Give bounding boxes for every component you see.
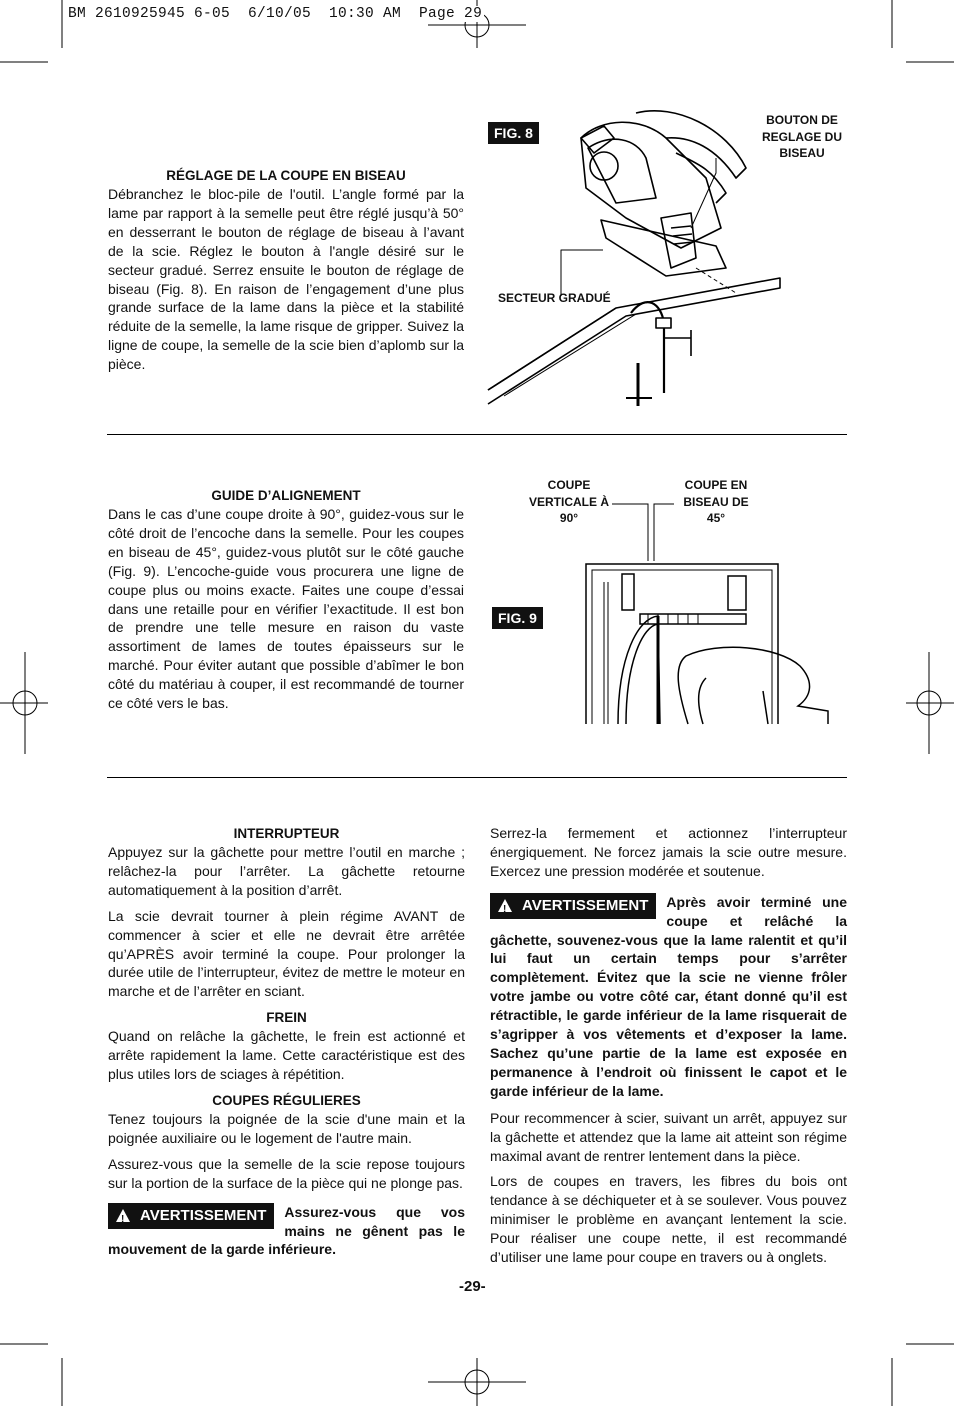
divider-1 xyxy=(107,434,847,435)
warning-badge-label: AVERTISSEMENT xyxy=(522,896,649,914)
regular-p1: Tenez toujours la poignée de la scie d'une main et la poignée auxiliaire ou le logement de l'autre main. xyxy=(108,1110,465,1146)
warning-text: Après avoir terminé une coupe et relâché la gâchette, souvenez-vous que la lame ralentit et qu’il lui faut un certain temps pour s’arrêter complètement. Évitez que la scie ne vienne frôler votre jambe ou votre côté car, étant donné qu’il est rétractible, le garde inférieur de la lame risquerait de s’agripper à vos vêtements et d’exposer la lame. Sachez qu’une partie de la lame est exposée en permanence à l’endroit où finissent le capot et le garde inférieur de la lame. xyxy=(490,893,847,1099)
warning-icon: ! xyxy=(498,899,512,912)
regular-heading: COUPES RÉGULIERES xyxy=(212,1092,361,1108)
fig8-saw-illustration xyxy=(486,108,786,408)
warning-badge xyxy=(108,1203,274,1229)
print-slug: BM 2610925945 6-05 6/10/05 10:30 AM Page 29 xyxy=(68,6,483,22)
bevel-section xyxy=(108,166,464,381)
page-number: -29- xyxy=(459,1278,486,1295)
regular-p2: Assurez-vous que la semelle de la scie repose toujours sur la portion de la surface de la pièce qui ne plonge pas. xyxy=(108,1155,465,1191)
fig9-label: FIG. 9 xyxy=(492,607,543,629)
divider-2 xyxy=(107,777,847,778)
fig9-notch-illustration xyxy=(578,496,838,726)
right-p2: Pour recommencer à scier, suivant un arrêt, appuyez sur la gâchette et attendez que la lame ait atteint son régime maximal avant de rentrer lentement dans la pièce. xyxy=(490,1109,847,1164)
guide-body: Dans le cas d’une coupe droite à 90°, guidez-vous sur le côté droit de l’encoche dans la semelle. Pour les coupes en biseau de 45°, guidez-vous plutôt sur le côté gauche (Fig. 9). L’encoche-guide vous procurera une ligne de coupe plus ou moins exacte. Faites une coupe d’essai dans une retaille pour en vérifier l’exactitude. Il est bon de prendre une telle mesure en raison du vaste assortiment de lames de toutes épaisseurs sur le marché. Pour éviter autant que possible d’abîmer le bon côté du matériau à couper, il est recommandé de tourner ce côté vers le bas. xyxy=(108,506,464,712)
callout-line: VERTICALE À xyxy=(528,494,609,509)
fig8-label: FIG. 8 xyxy=(488,122,539,144)
callout-line: BISEAU DE xyxy=(683,494,749,509)
brake-p1: Quand on relâche la gâchette, le frein est actionné et arrête rapidement la lame. Cette caractéristique est des plus utiles lors de sciages à répétition. xyxy=(108,1028,465,1083)
fig8-callout-scale: SECTEUR GRADUÉ xyxy=(498,291,611,305)
warning-text: Assurez-vous que vos mains ne gênent pas le mouvement de la garde inférieure. xyxy=(108,1203,465,1258)
warning-block-1 xyxy=(108,1203,465,1260)
right-p1: Serrez-la fermement et actionnez l’interrupteur énergiquement. Ne forcez jamais la scie outre mesure. Exercez une pression modérée et soutenue. xyxy=(490,825,847,879)
callout-line: 45° xyxy=(706,511,726,525)
callout-line: 90° xyxy=(559,511,579,525)
guide-heading: GUIDE D’ALIGNEMENT xyxy=(211,488,361,503)
callout-line: REGLAGE DU xyxy=(761,129,842,144)
warning-block-2 xyxy=(490,893,847,1101)
callout-line: COUPE EN xyxy=(684,478,748,492)
warning-badge-label: AVERTISSEMENT xyxy=(140,1206,267,1224)
warning-icon: ! xyxy=(116,1209,130,1222)
warning-badge xyxy=(490,893,656,919)
guide-section xyxy=(108,486,464,720)
brake-heading: FREIN xyxy=(266,1010,307,1026)
callout-line: BOUTON DE xyxy=(766,113,838,127)
right-column xyxy=(490,824,847,1274)
switch-p1: Appuyez sur la gâchette pour mettre l’outil en marche ; relâchez-la pour l’arrêter. La gâchette retourne automatiquement à la position d’arrêt. xyxy=(108,844,465,898)
switch-p2: La scie devrait tourner à plein régime AVANT de commencer à scier et elle ne devrait être arrêtée qu’APRÈS avoir terminé la coupe. Pour prolonger la durée utile de l’interrupteur, évitez de mettre le moteur en marche et de l’arrêter en sciant. xyxy=(108,907,465,1000)
callout-line: BISEAU xyxy=(779,146,825,160)
callout-line: COUPE xyxy=(547,478,591,492)
right-p3: Lors de coupes en travers, les fibres du bois ont tendance à se déchiqueter et à se soulever. Vous pouvez minimiser le problème en avançant lentement la scie. Pour réaliser une coupe nette, il est recommandé d’utiliser une lame pour coupe en travers ou à onglets. xyxy=(490,1173,847,1266)
switch-heading: INTERRUPTEUR xyxy=(233,826,340,841)
bevel-heading: RÉGLAGE DE LA COUPE EN BISEAU xyxy=(166,168,406,183)
bevel-body: Débranchez le bloc-pile de l'outil. L’angle formé par la lame par rapport à la semelle peut être réglé jusqu’à 50° en desserrant le bouton de réglage de biseau à l’avant de la scie. Réglez le bouton à l'angle désiré sur le secteur gradué. Serrez ensuite le bouton de réglage de biseau (Fig. 8). En raison de l’engagement d’une plus grande surface de la lame dans la pièce et la stabilité réduite de la semelle, la lame risque de gripper. Suivez la ligne de coupe, la semelle de la scie bien d’aplomb sur la pièce. xyxy=(108,186,464,373)
left-column xyxy=(108,824,465,1259)
